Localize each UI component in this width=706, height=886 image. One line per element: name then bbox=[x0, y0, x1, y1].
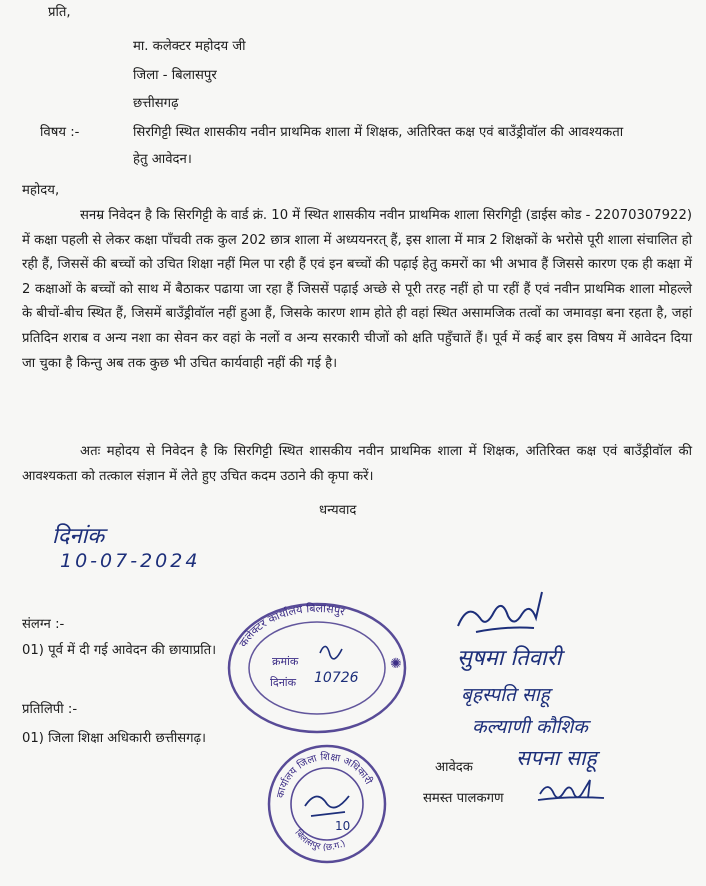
closing-thanks: धन्यवाद bbox=[319, 503, 357, 518]
enclosure-label: संलग्न :- bbox=[22, 617, 65, 632]
top-signature bbox=[452, 586, 562, 642]
deo-stamp-signature bbox=[305, 796, 349, 816]
body-paragraph-2 bbox=[22, 440, 692, 489]
subject-label: विषय :- bbox=[40, 125, 80, 140]
receipt-stamp-ring-text: कलेक्टर कार्यालय बिलासपुर bbox=[236, 601, 347, 650]
bottom-signature bbox=[536, 776, 608, 806]
applicant-label: आवेदक bbox=[435, 760, 473, 775]
signatory-name-3: कल्याणी कौशिक bbox=[472, 716, 588, 738]
salutation: महोदय, bbox=[22, 183, 60, 198]
enclosure-item: 01) पूर्व में दी गई आवेदन की छायाप्रति। bbox=[22, 643, 217, 658]
district: जिला - बिलासपुर bbox=[133, 68, 217, 83]
signatory-name-2: बृहस्पति साहू bbox=[461, 684, 550, 706]
signatory-name-4: सपना साहू bbox=[516, 746, 597, 770]
addressee: मा. कलेक्टर महोदय जी bbox=[133, 39, 246, 54]
receipt-stamp-number: 10726 bbox=[314, 670, 359, 686]
date-label: दिनांक bbox=[52, 524, 105, 549]
subject-line-2: हेतु आवेदन। bbox=[133, 152, 192, 167]
receipt-stamp-date-label: दिनांक bbox=[270, 676, 297, 689]
receipt-stamp-star-icon: ✺ bbox=[390, 656, 402, 672]
deo-stamp-number: 10 bbox=[335, 819, 351, 833]
body-paragraph-1-text: सनम्र निवेदन है कि सिरगिट्टी के वार्ड क्रं. 10 में स्थित शासकीय नवीन प्राथमिक शाला सिरगिट्टी (डाईस कोड - 22070307922) में कक्षा पहली से लेकर कक्षा पाँचवी तक कुल 202 छात्र शाला में अध्ययनरत् हैं, इस शाला में मात्र 2 शिक्षकों के भरोसे पूरी शाला संचालित हो रही हैं, जिससें की बच्चों को उचित शिक्षा नहीं मिल पा रही हैं एवं इन बच्चों की पढ़ाई हेतु कमरों का भी अभाव हैं जिससे कारण एक ही कक्षा में 2 कक्षाओं के बच्चों को साथ में बैठाकर पढाया जा रहा हैं जिससें पढ़ाई अच्छे से पूरी तरह नहीं हो पा रहीं हैं एवं नवीन प्राथमिक शाला मोहल्ले के बीचों-बीच स्थित हैं, जिसमें बाउँड्रीवॉल नहीं हुआ हैं, जिसके कारण शाम होते ही वहां स्थित असामजिक तत्वों का जमावड़ा बना रहता है, जहां प्रतिदिन शराब व अन्य नशा का सेवन कर वहां के नलों व अन्य सरकारी चीजों को क्षति पहुँचातें हैं। पूर्व में कई बार इस विषय में आवेदन दिया जा चुका है किन्तु अब तक कुछ भी उचित कार्यवाही नहीं की गई है। bbox=[22, 208, 692, 371]
recipient-prefix: प्रति, bbox=[48, 5, 71, 20]
deo-stamp-ring-text: कार्यालय जिला शिक्षा अधिकारी bbox=[275, 751, 374, 800]
subject-line-1: सिरगिट्टी स्थित शासकीय नवीन प्राथमिक शाला में शिक्षक, अतिरिक्त कक्ष एवं बाउँड्रीवॉल की आवश्यकता bbox=[133, 125, 624, 140]
state: छत्तीसगढ़ bbox=[133, 96, 179, 111]
receipt-stamp bbox=[222, 598, 412, 738]
deo-stamp-bottom-text: बिलासपुर (छ.ग.) bbox=[292, 828, 348, 854]
deo-stamp bbox=[265, 742, 389, 866]
body-paragraph-2-text: अतः महोदय से निवेदन है कि सिरगिट्टी स्थित शासकीय नवीन प्राथमिक शाला में शिक्षक, अतिरिक्त कक्ष एवं बाउँड्रीवॉल की आवश्यकता को तत्काल संज्ञान में लेते हुए उचित कदम उठाने की कृपा करें। bbox=[22, 444, 692, 484]
receipt-stamp-initials bbox=[320, 646, 342, 658]
receipt-stamp-number-label: क्रमांक bbox=[272, 655, 299, 668]
copy-label: प्रतिलिपी :- bbox=[22, 702, 78, 717]
date-value: 10-07-2024 bbox=[60, 550, 201, 572]
copy-item: 01) जिला शिक्षा अधिकारी छत्तीसगढ़। bbox=[22, 731, 206, 746]
signatory-name-1: सुषमा तिवारी bbox=[457, 646, 562, 671]
parents-label: समस्त पालकगण bbox=[423, 791, 504, 806]
body-paragraph-1 bbox=[22, 204, 692, 376]
